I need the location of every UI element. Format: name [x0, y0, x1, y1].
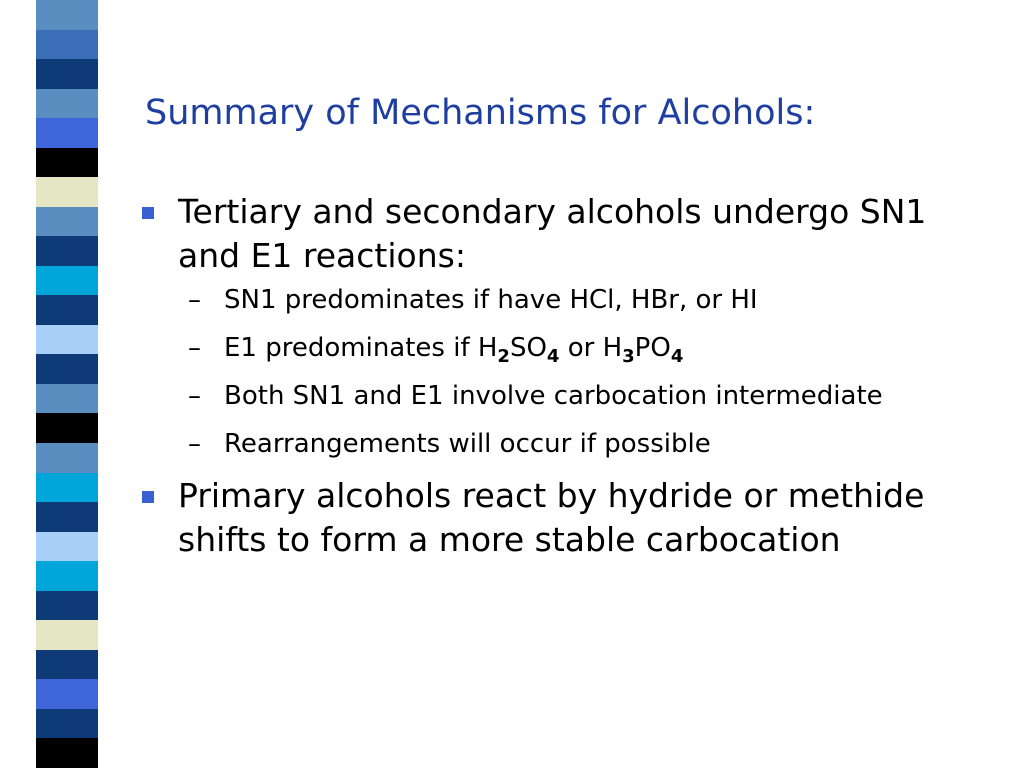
sub-item-text [224, 333, 684, 367]
subscript: 3 [622, 346, 635, 367]
sub-item-text: Both SN1 and E1 involve carbocation intermediate [224, 381, 883, 411]
bullet-item-tertiary-secondary [140, 190, 984, 462]
sub-item-text: SN1 predominates if have HCl, HBr, or HI [224, 285, 758, 315]
bullet-text: Primary alcohols react by hydride or methide shifts to form a more stable carbocation [178, 476, 925, 559]
stripe-segment [36, 148, 98, 178]
stripe-segment [36, 354, 98, 384]
formula-part: or H [559, 333, 623, 363]
stripe-segment [36, 325, 98, 355]
dash-marker: – [188, 381, 201, 411]
stripe-segment [36, 413, 98, 443]
square-bullet-icon [142, 207, 154, 219]
stripe-segment [36, 384, 98, 414]
bullet-text: Tertiary and secondary alcohols undergo SN1 and E1 reactions: [178, 192, 927, 275]
stripe-segment [36, 473, 98, 503]
stripe-segment [36, 30, 98, 60]
stripe-segment [36, 709, 98, 739]
subscript: 4 [546, 346, 560, 367]
stripe-segment [36, 561, 98, 591]
stripe-segment [36, 59, 98, 89]
sub-item-text: Rearrangements will occur if possible [224, 429, 711, 459]
sub-item-sn1 [178, 282, 984, 318]
slide-title: Summary of Mechanisms for Alcohols: [145, 93, 816, 133]
bullet-list [140, 190, 984, 562]
bullet-item-primary [140, 474, 984, 562]
formula-part: E1 predominates if H [224, 333, 498, 363]
sub-item-rearrangements [178, 426, 984, 462]
stripe-segment [36, 620, 98, 650]
dash-marker: – [188, 285, 201, 315]
sub-item-e1 [178, 330, 984, 366]
dash-marker: – [188, 333, 201, 363]
formula-part: SO [509, 333, 547, 363]
decorative-stripe-bar [36, 0, 98, 768]
stripe-segment [36, 738, 98, 768]
stripe-segment [36, 266, 98, 296]
square-bullet-icon [142, 491, 154, 503]
stripe-segment [36, 295, 98, 325]
stripe-segment [36, 207, 98, 237]
stripe-segment [36, 502, 98, 532]
stripe-segment [36, 177, 98, 207]
stripe-segment [36, 118, 98, 148]
sub-item-carbocation [178, 378, 984, 414]
sub-bullet-list [178, 282, 984, 462]
stripe-segment [36, 236, 98, 266]
stripe-segment [36, 650, 98, 680]
dash-marker: – [188, 429, 201, 459]
stripe-segment [36, 0, 98, 30]
stripe-segment [36, 532, 98, 562]
subscript: 4 [670, 346, 684, 367]
stripe-segment [36, 679, 98, 709]
stripe-segment [36, 443, 98, 473]
subscript: 2 [497, 346, 510, 367]
stripe-segment [36, 591, 98, 621]
formula-part: PO [634, 333, 671, 363]
stripe-segment [36, 89, 98, 119]
